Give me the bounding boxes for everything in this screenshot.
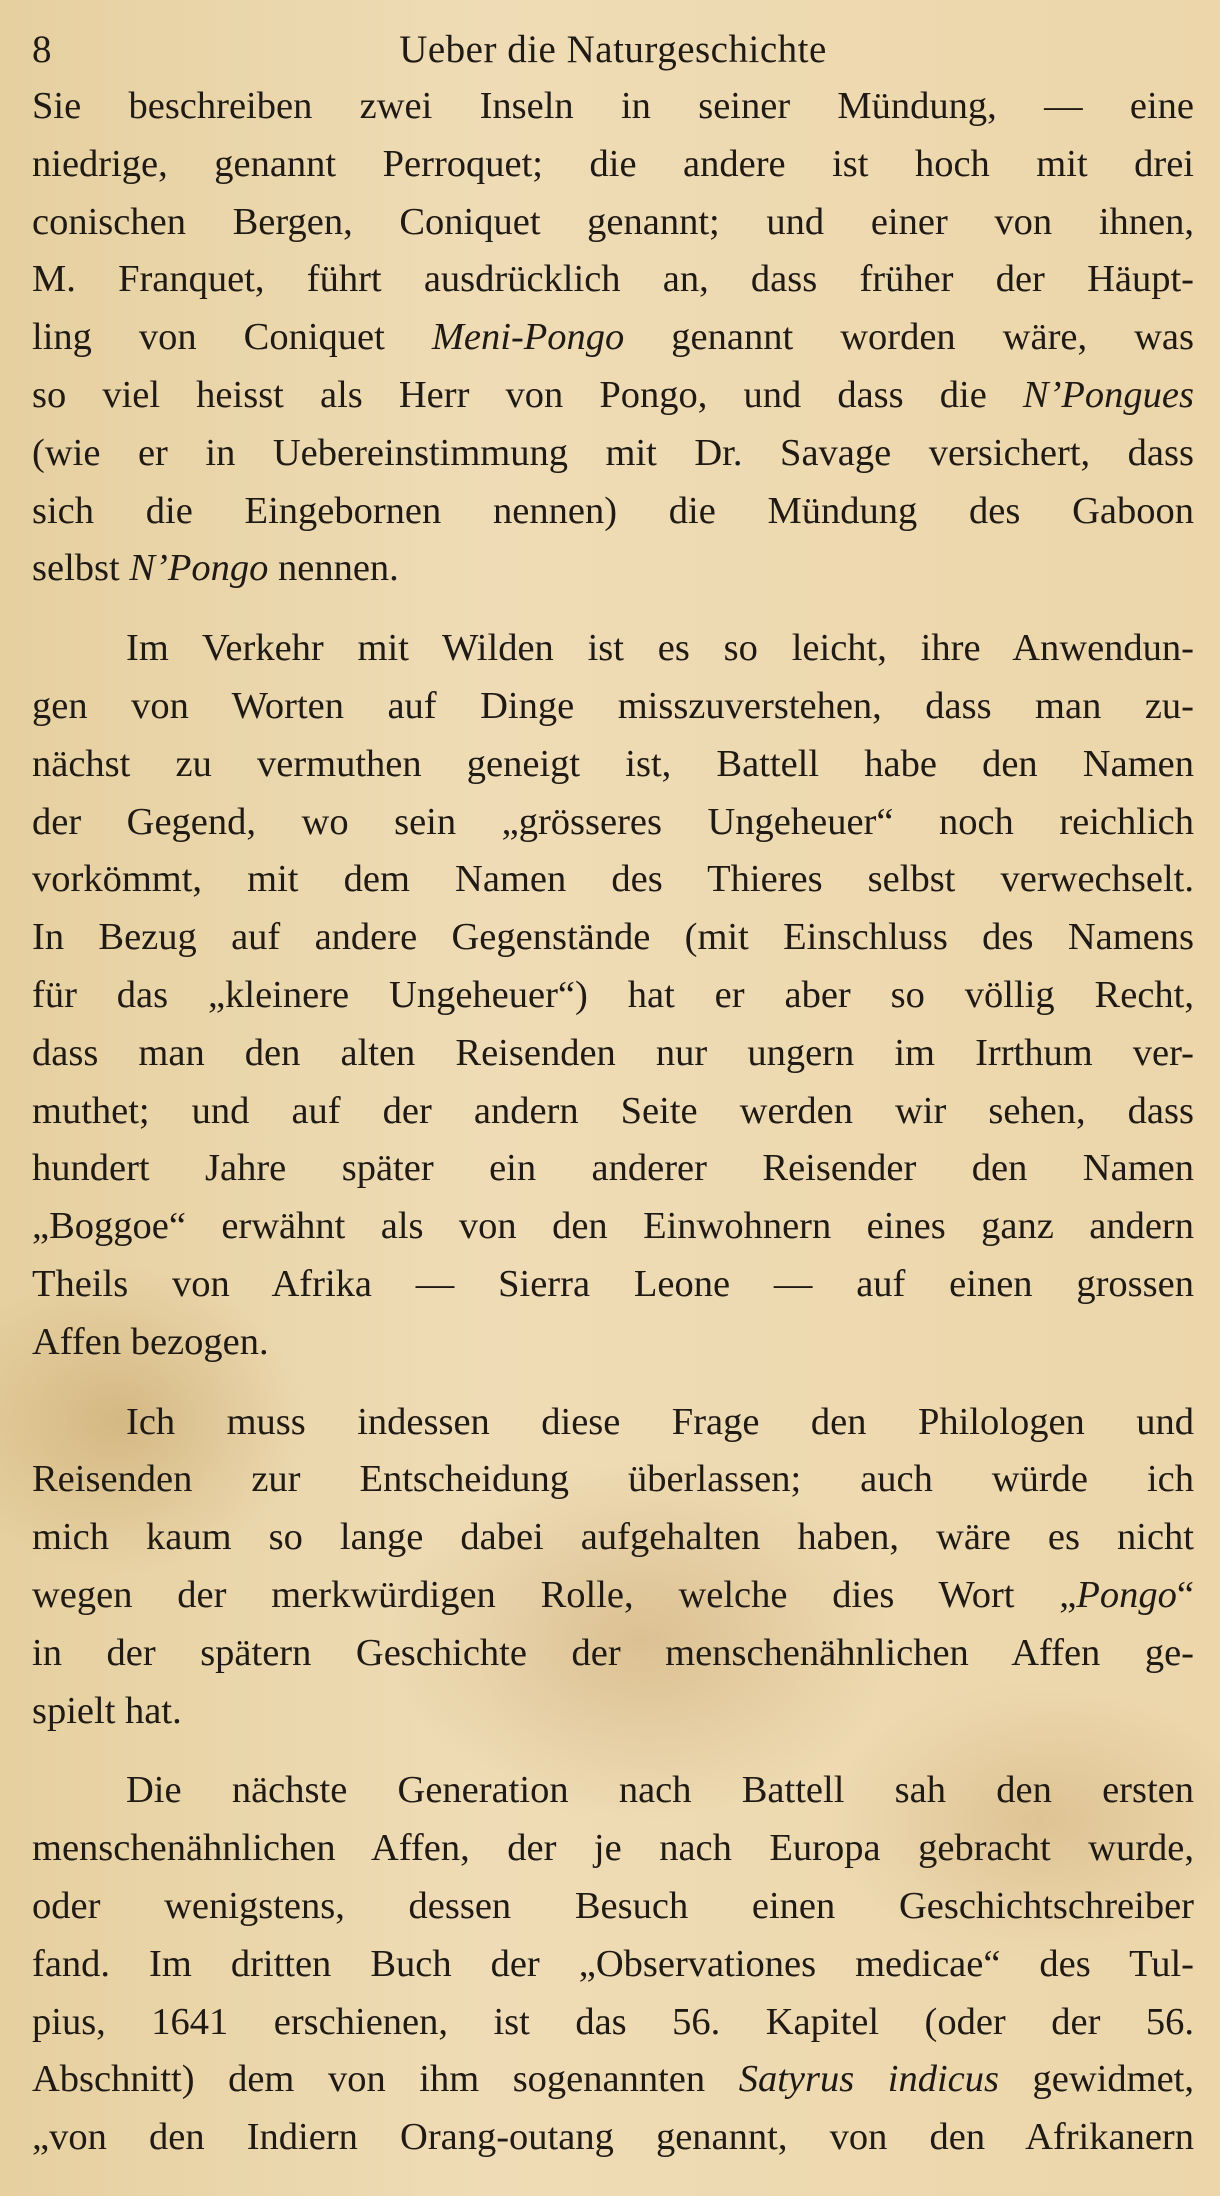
text-line: ling von Coniquet Meni-Pongo genannt worden wäre, was: [32, 316, 1194, 359]
text-line: gen von Worten auf Dinge misszuverstehen, dass man zu-: [32, 684, 1194, 727]
text-line: Abschnitt) dem von ihm sogenannten Satyrus indicus gewidmet,: [32, 2058, 1195, 2101]
text-line: Die nächste Generation nach Battell sah den ersten: [126, 1769, 1194, 1812]
text-line: Sie beschreiben zwei Inseln in seiner Mündung, — eine: [32, 85, 1194, 127]
text-line: fand. Im dritten Buch der „Observationes medicae“ des Tul-: [32, 1942, 1194, 1985]
text-line: „Boggoe“ erwähnt als von den Einwohnern eines ganz andern: [32, 1205, 1194, 1248]
italic-term: N’Pongues: [1022, 373, 1194, 416]
paragraph-4: [32, 1762, 1194, 2167]
text-line: Reisenden zur Entscheidung überlassen; auch würde ich: [32, 1458, 1194, 1501]
text-line: niedrige, genannt Perroquet; die andere ist hoch mit drei: [32, 142, 1194, 185]
text-line: der Gegend, wo sein „grösseres Ungeheuer“ noch reichlich: [32, 800, 1194, 843]
page-number: 8: [32, 28, 52, 71]
text-line: pius, 1641 erschienen, ist das 56. Kapitel (oder der 56.: [32, 2000, 1194, 2043]
paragraph-2: [32, 620, 1194, 1371]
text-line: oder wenigstens, dessen Besuch einen Geschichtschreiber: [32, 1884, 1194, 1927]
text-line: hundert Jahre später ein anderer Reisender den Namen: [32, 1147, 1194, 1190]
text-line: für das „kleinere Ungeheuer“) hat er aber so völlig Recht,: [32, 973, 1194, 1016]
text-line: M. Franquet, führt ausdrücklich an, dass früher der Häupt-: [32, 258, 1194, 301]
italic-term: Pongo: [1076, 1573, 1177, 1616]
text-line: vorkömmt, mit dem Namen des Thieres selbst verwechselt.: [32, 858, 1194, 901]
italic-term: Satyrus indicus: [738, 2058, 999, 2101]
text-line: Affen bezogen.: [32, 1320, 269, 1363]
text-line: In Bezug auf andere Gegenstände (mit Einschluss des Namens: [32, 916, 1194, 959]
text-line: selbst N’Pongo nennen.: [32, 547, 399, 590]
text-line: Theils von Afrika — Sierra Leone — auf einen grossen: [32, 1262, 1194, 1305]
text-line: nächst zu vermuthen geneigt ist, Battell habe den Namen: [32, 742, 1194, 785]
paragraph-1: [32, 78, 1194, 598]
text-line: Ich muss indessen diese Frage den Philologen und: [126, 1400, 1194, 1443]
text-line: dass man den alten Reisenden nur ungern im Irrthum ver-: [32, 1031, 1194, 1074]
text-line: wegen der merkwürdigen Rolle, welche dies Wort „Pongo“: [32, 1573, 1194, 1616]
text-line: mich kaum so lange dabei aufgehalten haben, wäre es nicht: [32, 1516, 1194, 1559]
text-line: menschenähnlichen Affen, der je nach Europa gebracht wurde,: [32, 1827, 1194, 1870]
text-line: Im Verkehr mit Wilden ist es so leicht, ihre Anwendun-: [126, 627, 1194, 670]
italic-term: N’Pongo: [129, 547, 269, 590]
text-line: in der spätern Geschichte der menschenähnlichen Affen ge-: [32, 1631, 1194, 1674]
text-line: conischen Bergen, Coniquet genannt; und einer von ihnen,: [32, 200, 1194, 243]
text-line: sich die Eingebornen nennen) die Mündung des Gaboon: [32, 489, 1194, 532]
text-line: spielt hat.: [32, 1689, 182, 1732]
text-line: so viel heisst als Herr von Pongo, und dass die N’Pongues: [32, 373, 1194, 416]
text-line: (wie er in Uebereinstimmung mit Dr. Savage versichert, dass: [32, 431, 1194, 474]
text-line: „von den Indiern Orang-outang genannt, von den Afrikanern: [32, 2116, 1194, 2159]
running-title: Ueber die Naturgeschichte: [399, 28, 827, 71]
italic-term: Meni-Pongo: [431, 316, 625, 359]
paragraph-3: [32, 1394, 1194, 1741]
text-line: muthet; und auf der andern Seite werden wir sehen, dass: [32, 1089, 1194, 1132]
page-header: [32, 22, 1194, 78]
